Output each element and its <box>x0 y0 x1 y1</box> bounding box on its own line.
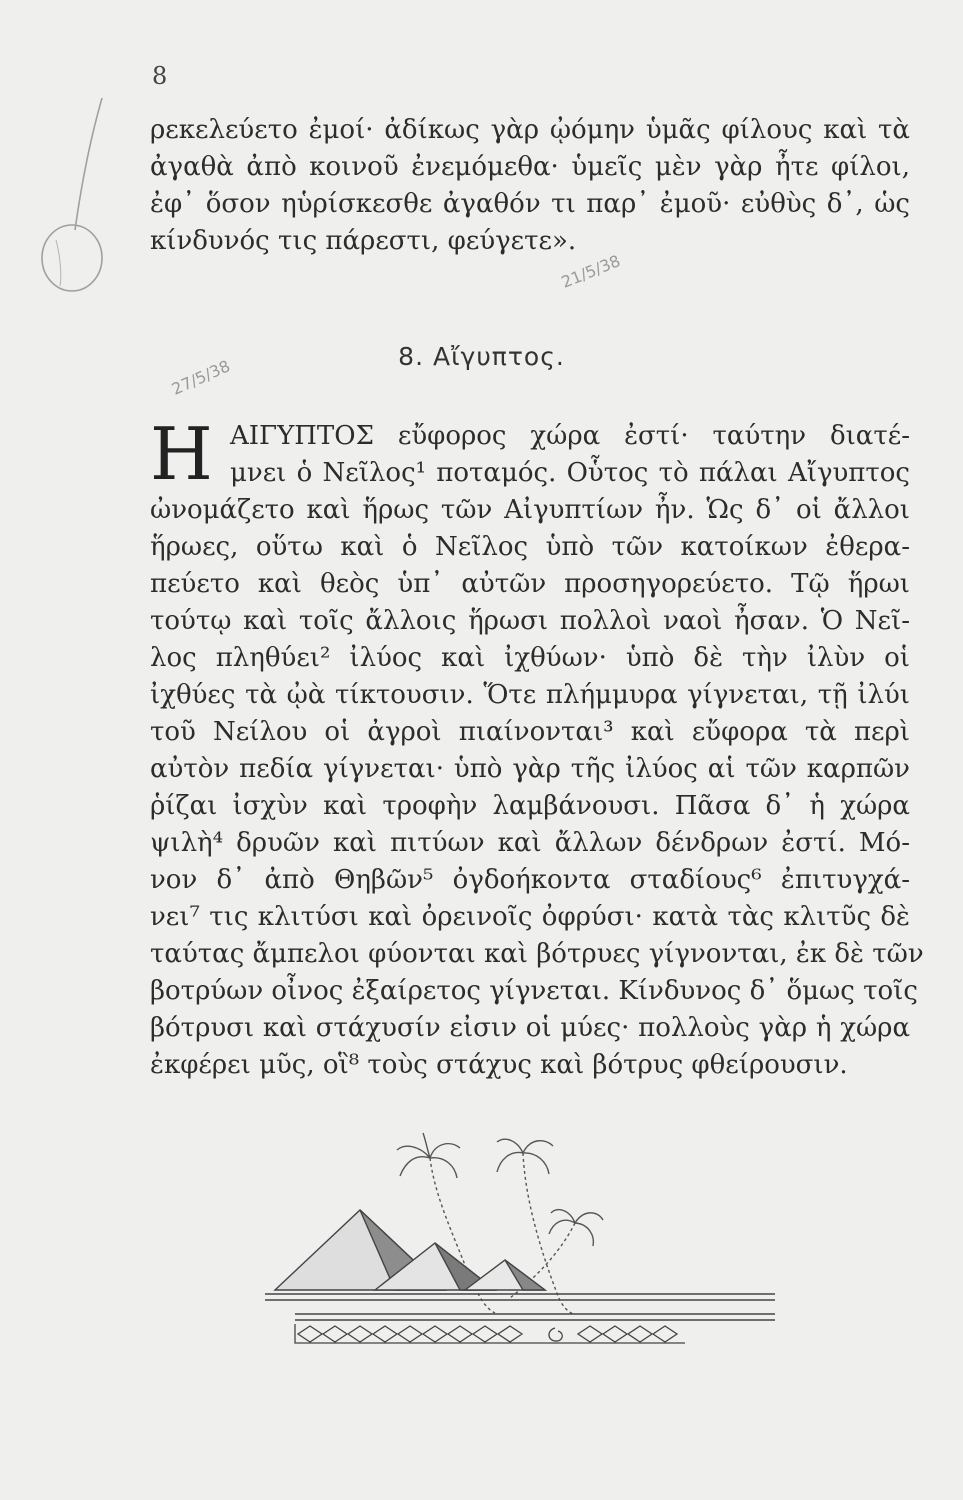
body-paragraph <box>150 412 924 1084</box>
text-line: νον δ᾽ ἀπὸ Θηβῶν⁵ ὀγδοήκοντα σταδίους⁶ ἐπιτυγχά- <box>150 865 910 895</box>
text-line: ταύτας ἄμπελοι φύονται καὶ βότρυες γίγνονται, ἐκ δὲ τῶν <box>150 939 924 969</box>
text-line: ἥρωες, οὕτω καὶ ὁ Νεῖλος ὑπὸ τῶν κατοίκων ἐθερα- <box>150 532 910 562</box>
text-line: μνει ὁ Νεῖλος¹ ποταμός. Οὗτος τὸ πάλαι Αἴγυπτος <box>230 458 910 488</box>
text-line: ρεκελεύετο ἐμοί· ἀδίκως γὰρ ᾠόμην ὑμᾶς φίλους καὶ τὰ <box>150 115 910 145</box>
text-line: πεύετο καὶ θεὸς ὑπ᾽ αὐτῶν προσηγορεύετο. Τῷ ἥρωι <box>150 569 910 599</box>
margin-pencil-sketch <box>20 80 130 310</box>
text-line: λος πληθύει² ἰλύος καὶ ἰχθύων· ὑπὸ δὲ τὴν ἰλὺν οἱ <box>150 643 910 673</box>
text-line: ἐφ᾽ ὅσον ηὑρίσκεσθε ἀγαθόν τι παρ᾽ ἐμοῦ· εὐθὺς δ᾽, ὡς <box>150 189 910 219</box>
page-number: 8 <box>152 62 168 90</box>
pencil-note: 27/5/38 <box>168 356 233 399</box>
text-line: βότρυσι καὶ στάχυσίν εἰσιν οἱ μύες· πολλοὺς γὰρ ἡ χώρα <box>150 1013 910 1043</box>
text-line: τούτῳ καὶ τοῖς ἄλλοις ἥρωσι πολλοὶ ναοὶ ἦσαν. Ὁ Νεῖ- <box>150 606 910 636</box>
drop-cap: Η <box>150 412 213 496</box>
text-line: νει⁷ τις κλιτύσι καὶ ὀρεινοῖς ὀφρύσι· κατὰ τὰς κλιτῦς δὲ <box>150 902 910 932</box>
text-line: βοτρύων οἶνος ἐξαίρετος γίγνεται. Κίνδυνος δ᾽ ὅμως τοῖς <box>150 976 918 1006</box>
intro-paragraph <box>150 112 910 260</box>
text-line: ἀγαθὰ ἀπὸ κοινοῦ ἐνεμόμεθα· ὑμεῖς μὲν γὰρ ἦτε φίλοι, <box>150 152 910 182</box>
text-line: ἐκφέρει μῦς, οἳ⁸ τοὺς στάχυς καὶ βότρυς φθείρουσιν. <box>150 1050 848 1080</box>
pyramids-palms-illustration <box>255 1128 795 1378</box>
text-line: ψιλὴ⁴ δρυῶν καὶ πιτύων καὶ ἄλλων δένδρων ἐστί. Μό- <box>150 828 910 858</box>
text-line: ἰχθύες τὰ ᾠὰ τίκτουσιν. Ὅτε πλήμμυρα γίγνεται, τῇ ἰλύι <box>150 680 910 710</box>
text-line: ῥίζαι ἰσχὺν καὶ τροφὴν λαμβάνουσι. Πᾶσα δ᾽ ἡ χώρα <box>150 791 910 821</box>
text-line: ΑΙΓΥΠΤΟΣ εὔφορος χώρα ἐστί· ταύτην διατέ- <box>230 421 910 451</box>
section-heading: 8. Αἴγυπτος. <box>398 342 565 371</box>
text-line: αὐτὸν πεδία γίγνεται· ὑπὸ γὰρ τῆς ἰλύος αἱ τῶν καρπῶν <box>150 754 910 784</box>
pencil-note: 21/5/38 <box>558 251 624 292</box>
text-line: κίνδυνός τις πάρεστι, φεύγετε». <box>150 226 577 256</box>
text-line: ὠνομάζετο καὶ ἥρως τῶν Αἰγυπτίων ἦν. Ὡς δ᾽ οἱ ἄλλοι <box>150 495 910 525</box>
text-line: τοῦ Νείλου οἱ ἀγροὶ πιαίνονται³ καὶ εὔφορα τὰ περὶ <box>150 717 910 747</box>
